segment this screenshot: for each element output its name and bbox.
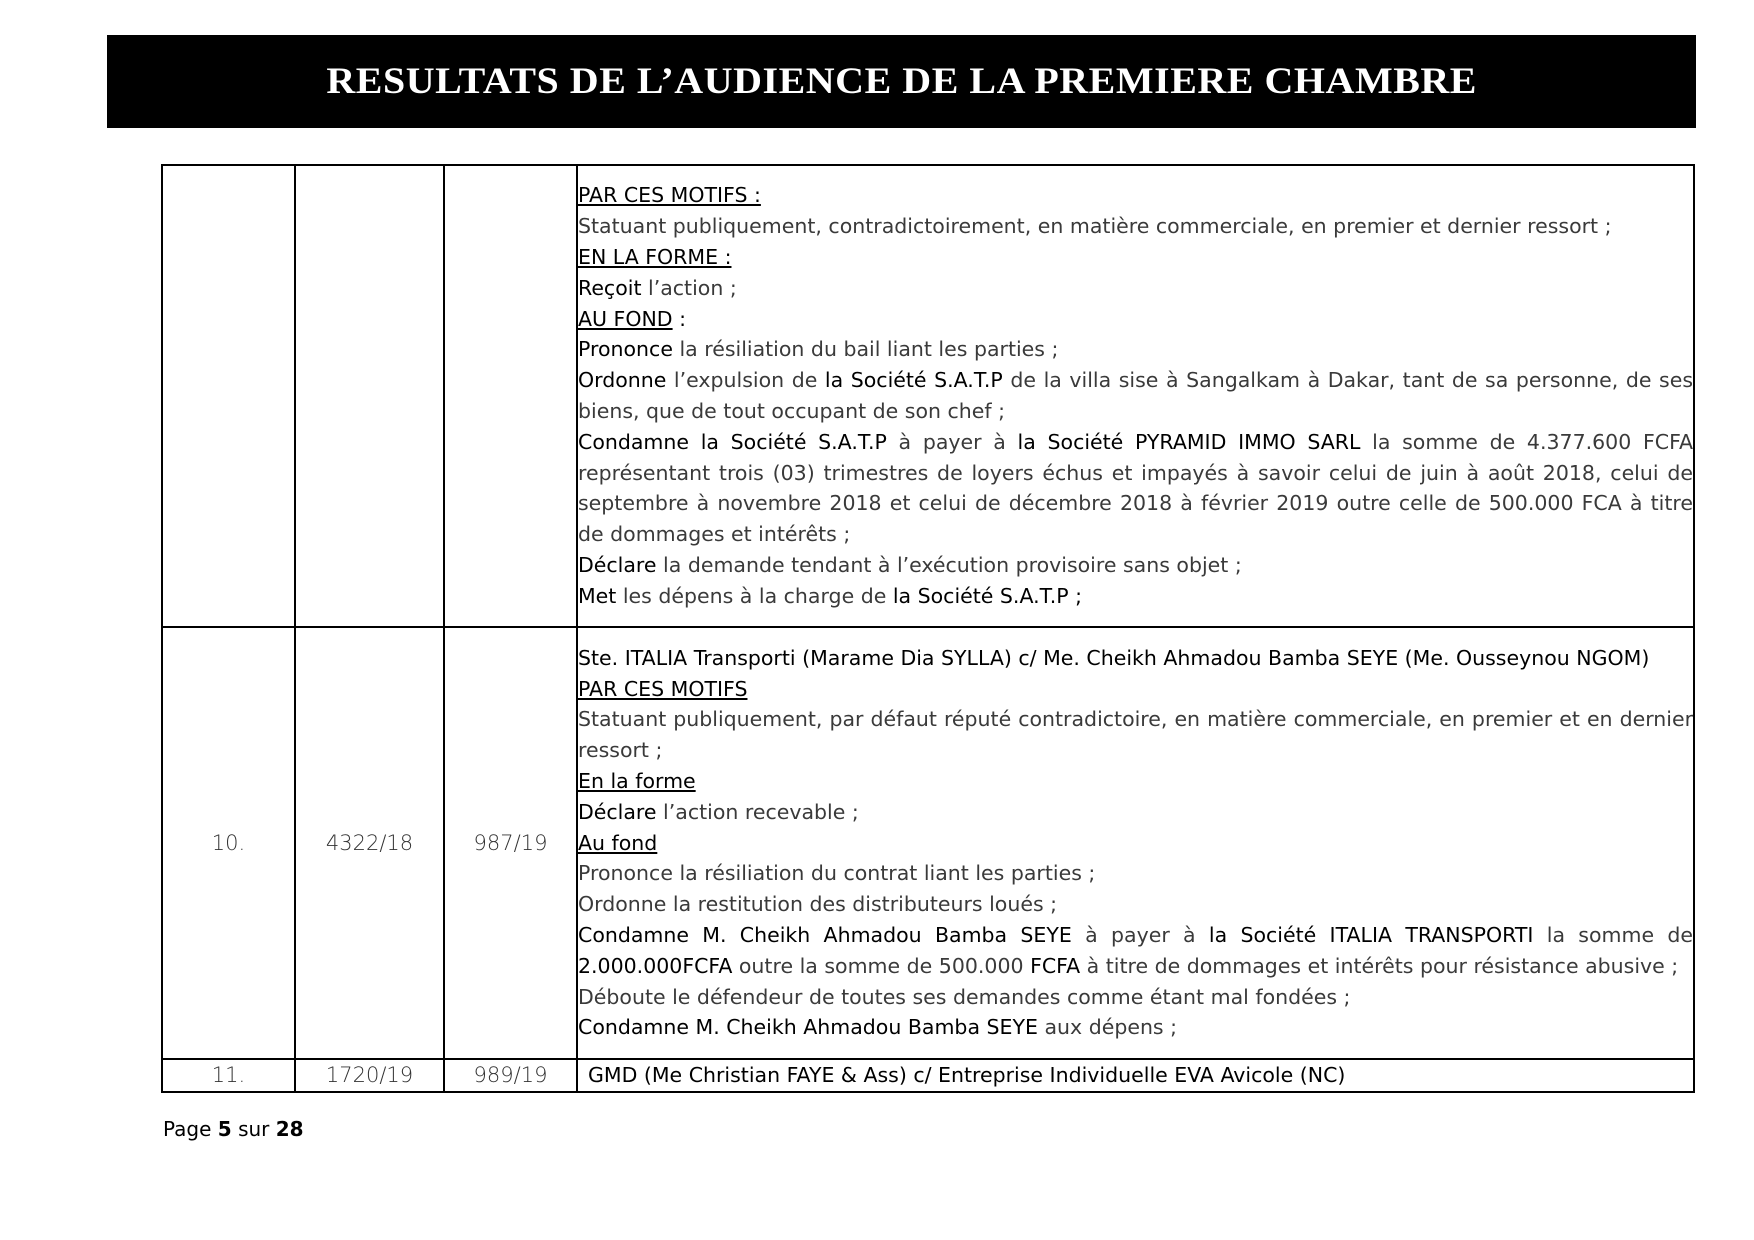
decision-line: Met les dépens à la charge de la Société S.A.T.P ;	[578, 583, 1083, 608]
judgment-number-cell: 987/19	[444, 627, 577, 1059]
decision-line: Prononce la résiliation du contrat liant les parties ;	[578, 861, 1096, 886]
judgment-number-cell: 989/19	[444, 1059, 577, 1092]
decision-line: Ordonne l’expulsion de la Société S.A.T.P de la villa sise à Sangalkam à Dakar, tant de sa personne, de ses biens, que de tout occupant de son chef ;	[578, 368, 1693, 423]
page-title: RESULTATS DE L’AUDIENCE DE LA PREMIERE CHAMBRE	[326, 61, 1477, 102]
decision-line: Condamne la Société S.A.T.P à payer à la Société PYRAMID IMMO SARL la somme de 4.377.600 FCFA représentant trois (03) trimestres de loyers échus et impayés à savoir celui de juin à août 2018, celui de septembre à novembre 2018 et celui de décembre 2018 à février 2019 outre celle de 500.000 FCA à titre de dommages et intérêts ;	[578, 429, 1694, 547]
case-number-cell: 11.	[162, 1059, 295, 1092]
table-row	[162, 627, 1694, 1059]
case-parties: Ste. ITALIA Transporti (Marame Dia SYLLA) c/ Me. Cheikh Ahmadou Bamba SEYE (Me. Ousseynou NGOM)	[578, 645, 1650, 670]
decision-line: En la forme	[578, 769, 696, 793]
table-row	[162, 1059, 1694, 1092]
judgment-number-cell	[444, 165, 577, 627]
decision-line: AU FOND :	[578, 306, 687, 331]
decision-line: EN LA FORME :	[578, 245, 732, 270]
page-label: Page	[163, 1117, 212, 1141]
decision-line: PAR CES MOTIFS :	[578, 183, 761, 208]
decision-line: Au fond	[578, 830, 658, 855]
decision-line: Déclare l’action recevable ;	[578, 799, 859, 824]
page-footer	[163, 1117, 304, 1141]
decision-text-cell	[577, 165, 1694, 627]
decision-line: PAR CES MOTIFS	[578, 676, 748, 701]
decision-line: Reçoit l’action ;	[578, 275, 737, 300]
table-row	[162, 165, 1694, 627]
decision-line: Condamne M. Cheikh Ahmadou Bamba SEYE à payer à la Société ITALIA TRANSPORTI la somme de 2.000.000FCFA outre la somme de 500.000 FCFA à titre de dommages et intérêts pour résistance abusive ;	[578, 922, 1693, 978]
rg-number-cell	[295, 165, 444, 627]
decision-text-cell	[577, 1059, 1694, 1092]
decision-line: Déboute le défendeur de toutes ses demandes comme étant mal fondées ;	[578, 984, 1351, 1009]
total-pages-number: 28	[275, 1117, 304, 1141]
of-label: sur	[238, 1117, 270, 1141]
results-table	[161, 164, 1695, 1093]
decision-line: Statuant publiquement, contradictoirement, en matière commerciale, en premier et dernier ressort ;	[578, 214, 1612, 239]
decision-line: Ordonne la restitution des distributeurs loués ;	[578, 892, 1058, 917]
case-parties: GMD (Me Christian FAYE & Ass) c/ Entreprise Individuelle EVA Avicole (NC)	[588, 1063, 1346, 1087]
rg-number-cell: 1720/19	[295, 1059, 444, 1092]
decision-line: Prononce la résiliation du bail liant les parties ;	[578, 337, 1059, 362]
page-header-banner	[107, 35, 1696, 128]
current-page-number: 5	[217, 1117, 232, 1141]
case-number-cell: 10.	[162, 627, 295, 1059]
decision-line: Condamne M. Cheikh Ahmadou Bamba SEYE aux dépens ;	[578, 1015, 1178, 1040]
decision-line: Statuant publiquement, par défaut réputé contradictoire, en matière commerciale, en premier et en dernier ressort ;	[578, 707, 1693, 763]
decision-text-cell	[577, 627, 1694, 1059]
case-number-cell	[162, 165, 295, 627]
rg-number-cell: 4322/18	[295, 627, 444, 1059]
decision-line: Déclare la demande tendant à l’exécution provisoire sans objet ;	[578, 552, 1242, 577]
